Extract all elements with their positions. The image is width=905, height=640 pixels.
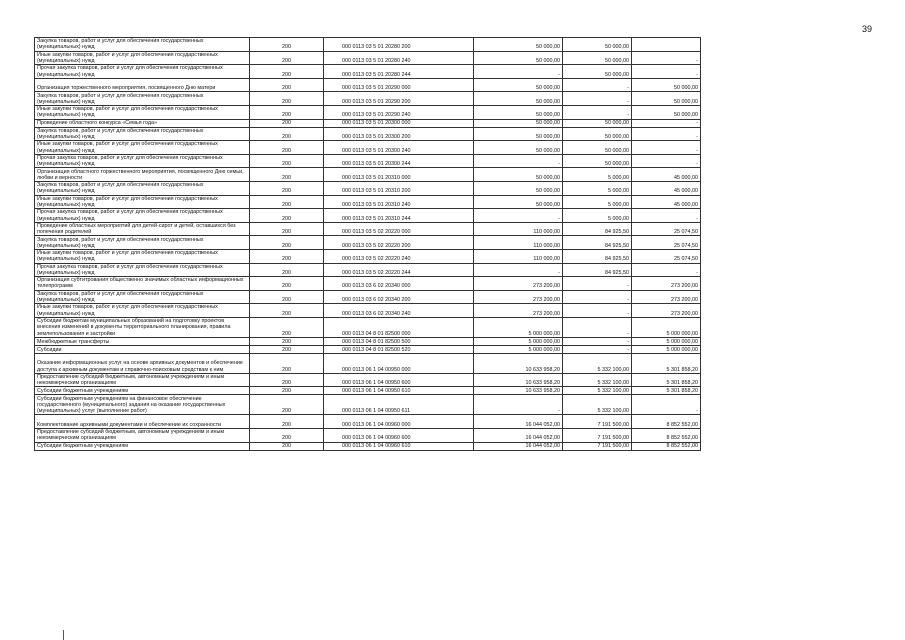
row-value-2: 5 332 100,00 bbox=[563, 395, 632, 415]
table-row bbox=[35, 181, 701, 195]
row-value-1: 110 000,00 bbox=[474, 249, 563, 263]
row-value-1: 273 200,00 bbox=[474, 277, 563, 291]
row-value-2: 5 332 100,00 bbox=[563, 353, 632, 373]
row-value-1: - bbox=[474, 154, 563, 168]
budget-table-body bbox=[35, 38, 701, 451]
row-code: 200 bbox=[250, 236, 324, 250]
row-value-1: 50 000,00 bbox=[474, 141, 563, 155]
row-value-3: 5 000 000,00 bbox=[632, 317, 701, 337]
row-name: Иные закупки товаров, работ и услуг для обеспечения государственных (муниципальных) нужд bbox=[35, 195, 250, 209]
table-row bbox=[35, 249, 701, 263]
row-code: 200 bbox=[250, 141, 324, 155]
row-code: 200 bbox=[250, 195, 324, 209]
row-name: Субсидии бюджетным учреждениям на финансовое обеспечение государственного (муниципального) задания на оказание государственных (муниципальных) услуг (выполнение работ) bbox=[35, 395, 250, 415]
row-value-1: 5 000 000,00 bbox=[474, 317, 563, 337]
row-value-2: 50 000,00 bbox=[563, 154, 632, 168]
row-value-1: - bbox=[474, 263, 563, 277]
row-value-2: 50 000,00 bbox=[563, 65, 632, 79]
row-code: 200 bbox=[250, 277, 324, 291]
table-row bbox=[35, 317, 701, 337]
table-row bbox=[35, 38, 701, 52]
row-name: Закупка товаров, работ и услуг для обеспечения государственных (муниципальных) нужд bbox=[35, 127, 250, 141]
row-value-1: 5 000 000,00 bbox=[474, 345, 563, 353]
table-row bbox=[35, 195, 701, 209]
row-value-3: 273 200,00 bbox=[632, 304, 701, 318]
row-code: 200 bbox=[250, 249, 324, 263]
row-name: Закупка товаров, работ и услуг для обеспечения государственных (муниципальных) нужд bbox=[35, 181, 250, 195]
row-value-2: - bbox=[563, 345, 632, 353]
table-row bbox=[35, 127, 701, 141]
row-code: 200 bbox=[250, 119, 324, 127]
row-name: Закупка товаров, работ и услуг для обеспечения государственных (муниципальных) нужд bbox=[35, 38, 250, 52]
row-name: Иные закупки товаров, работ и услуг для обеспечения государственных (муниципальных) нужд bbox=[35, 141, 250, 155]
row-value-3: - bbox=[632, 395, 701, 415]
row-name: Прочая закупка товаров, работ и услуг для обеспечения государственных (муниципальных) нужд bbox=[35, 263, 250, 277]
row-code: 200 bbox=[250, 65, 324, 79]
table-row bbox=[35, 209, 701, 223]
row-name: Закупка товаров, работ и услуг для обеспечения государственных (муниципальных) нужд bbox=[35, 236, 250, 250]
row-code: 200 bbox=[250, 38, 324, 52]
row-value-3: 25 074,50 bbox=[632, 236, 701, 250]
row-value-2: 7 191 500,00 bbox=[563, 429, 632, 443]
row-value-1: 50 000,00 bbox=[474, 195, 563, 209]
row-name: Субсидии bbox=[35, 345, 250, 353]
row-code: 200 bbox=[250, 168, 324, 182]
row-value-1: 16 044 052,00 bbox=[474, 442, 563, 450]
row-value-1: 50 000,00 bbox=[474, 181, 563, 195]
row-kbk-code: 000 0113 03 5 02 20220 000 bbox=[324, 222, 474, 236]
table-row bbox=[35, 442, 701, 450]
row-value-3: 45 000,00 bbox=[632, 195, 701, 209]
row-value-2: 5 000,00 bbox=[563, 181, 632, 195]
row-code: 200 bbox=[250, 337, 324, 345]
table-row bbox=[35, 304, 701, 318]
table-row bbox=[35, 92, 701, 106]
table-row bbox=[35, 345, 701, 353]
row-value-3: 8 852 552,00 bbox=[632, 429, 701, 443]
scan-mark bbox=[63, 630, 64, 640]
row-value-2: - bbox=[563, 105, 632, 119]
table-row bbox=[35, 222, 701, 236]
row-kbk-code: 000 0113 03 5 01 20300 000 bbox=[324, 119, 474, 127]
row-name: Субсидии бюджетным учреждениям bbox=[35, 442, 250, 450]
row-kbk-code: 000 0113 06 1 04 00960 000 bbox=[324, 415, 474, 429]
row-name: Закупка товаров, работ и услуг для обеспечения государственных (муниципальных) нужд bbox=[35, 290, 250, 304]
row-value-3: 25 074,50 bbox=[632, 249, 701, 263]
row-code: 200 bbox=[250, 317, 324, 337]
row-value-3: 5 000 000,00 bbox=[632, 345, 701, 353]
row-value-2: 5 332 100,00 bbox=[563, 387, 632, 395]
row-name: Прочая закупка товаров, работ и услуг для обеспечения государственных (муниципальных) нужд bbox=[35, 209, 250, 223]
row-value-1: 16 044 052,00 bbox=[474, 415, 563, 429]
row-name: Межбюджетные трансферты bbox=[35, 337, 250, 345]
row-code: 200 bbox=[250, 127, 324, 141]
row-value-3: - bbox=[632, 209, 701, 223]
row-code: 200 bbox=[250, 442, 324, 450]
table-row bbox=[35, 65, 701, 79]
table-row bbox=[35, 119, 701, 127]
row-value-2: - bbox=[563, 337, 632, 345]
row-value-3: 50 000,00 bbox=[632, 105, 701, 119]
row-value-3: 273 200,00 bbox=[632, 290, 701, 304]
row-code: 200 bbox=[250, 51, 324, 65]
row-code: 200 bbox=[250, 92, 324, 106]
row-value-3: 5 301 858,20 bbox=[632, 353, 701, 373]
table-row bbox=[35, 373, 701, 387]
row-value-3: - bbox=[632, 154, 701, 168]
row-value-2: - bbox=[563, 290, 632, 304]
row-value-3: 8 852 552,00 bbox=[632, 415, 701, 429]
row-value-1: 110 000,00 bbox=[474, 236, 563, 250]
row-name: Прочая закупка товаров, работ и услуг для обеспечения государственных (муниципальных) нужд bbox=[35, 154, 250, 168]
row-value-2: 50 000,00 bbox=[563, 119, 632, 127]
row-name: Проведение областного конкурса «Семья года» bbox=[35, 119, 250, 127]
row-value-1: 10 633 958,20 bbox=[474, 387, 563, 395]
row-code: 200 bbox=[250, 263, 324, 277]
row-value-1: 50 000,00 bbox=[474, 78, 563, 92]
row-value-1: 50 000,00 bbox=[474, 105, 563, 119]
row-code: 200 bbox=[250, 429, 324, 443]
row-value-3: 50 000,00 bbox=[632, 78, 701, 92]
row-kbk-code: 000 0113 03 5 01 20280 200 bbox=[324, 38, 474, 52]
row-value-3: 5 301 858,20 bbox=[632, 373, 701, 387]
row-value-1: 50 000,00 bbox=[474, 92, 563, 106]
row-kbk-code: 000 0113 03 5 01 20300 200 bbox=[324, 127, 474, 141]
row-code: 200 bbox=[250, 304, 324, 318]
row-kbk-code: 000 0113 06 1 04 00950 600 bbox=[324, 373, 474, 387]
row-value-2: 84 925,50 bbox=[563, 236, 632, 250]
row-value-1: - bbox=[474, 65, 563, 79]
row-name: Иные закупки товаров, работ и услуг для обеспечения государственных (муниципальных) нужд bbox=[35, 249, 250, 263]
row-value-2: 5 000,00 bbox=[563, 168, 632, 182]
row-code: 200 bbox=[250, 387, 324, 395]
row-kbk-code: 000 0113 06 1 04 00950 611 bbox=[324, 395, 474, 415]
row-kbk-code: 000 0113 03 5 01 20300 240 bbox=[324, 141, 474, 155]
row-value-3: - bbox=[632, 51, 701, 65]
row-value-2: 5 000,00 bbox=[563, 195, 632, 209]
row-name: Иные закупки товаров, работ и услуг для обеспечения государственных (муниципальных) нужд bbox=[35, 105, 250, 119]
row-value-3: 5 000 000,00 bbox=[632, 337, 701, 345]
row-kbk-code: 000 0113 03 5 01 20310 240 bbox=[324, 195, 474, 209]
row-code: 200 bbox=[250, 181, 324, 195]
row-name: Прочая закупка товаров, работ и услуг для обеспечения государственных (муниципальных) нужд bbox=[35, 65, 250, 79]
row-value-3: 25 074,50 bbox=[632, 222, 701, 236]
row-value-3: - bbox=[632, 127, 701, 141]
row-code: 200 bbox=[250, 345, 324, 353]
row-value-1: 50 000,00 bbox=[474, 51, 563, 65]
table-row bbox=[35, 415, 701, 429]
row-code: 200 bbox=[250, 415, 324, 429]
row-code: 200 bbox=[250, 78, 324, 92]
table-row bbox=[35, 277, 701, 291]
row-value-1: 273 200,00 bbox=[474, 304, 563, 318]
table-row bbox=[35, 387, 701, 395]
row-code: 200 bbox=[250, 154, 324, 168]
row-value-1: 10 633 958,20 bbox=[474, 373, 563, 387]
row-code: 200 bbox=[250, 222, 324, 236]
row-value-2: 5 332 100,00 bbox=[563, 373, 632, 387]
row-name: Организация торжественного мероприятия, посвященного Дню матери bbox=[35, 78, 250, 92]
row-value-1: 10 633 958,20 bbox=[474, 353, 563, 373]
row-name: Оказание информационных услуг на основе архивных документов и обеспечение доступа к архивным документам и справочно-поисковым средствам к ним bbox=[35, 353, 250, 373]
row-kbk-code: 000 0113 06 1 04 00960 600 bbox=[324, 429, 474, 443]
table-row bbox=[35, 337, 701, 345]
row-kbk-code: 000 0113 03 6 02 20340 000 bbox=[324, 277, 474, 291]
row-value-2: - bbox=[563, 277, 632, 291]
row-value-3: - bbox=[632, 263, 701, 277]
budget-table bbox=[34, 37, 701, 451]
page-number: 39 bbox=[862, 24, 873, 34]
table-row bbox=[35, 236, 701, 250]
row-name: Субсидии бюджетам муниципальных образований на подготовку проектов внесения изменений в документы территориального планирования, правила землепользования и застройки bbox=[35, 317, 250, 337]
table-row bbox=[35, 105, 701, 119]
row-name: Организация субтитрования общественно значимых областных информационных телепрограмм bbox=[35, 277, 250, 291]
row-kbk-code: 000 0113 03 5 01 20310 244 bbox=[324, 209, 474, 223]
row-code: 200 bbox=[250, 395, 324, 415]
row-value-2: - bbox=[563, 92, 632, 106]
table-row bbox=[35, 78, 701, 92]
row-value-3: 273 200,00 bbox=[632, 277, 701, 291]
row-kbk-code: 000 0113 03 6 02 20340 240 bbox=[324, 304, 474, 318]
row-kbk-code: 000 0113 03 5 01 20290 000 bbox=[324, 78, 474, 92]
table-row bbox=[35, 263, 701, 277]
table-row bbox=[35, 141, 701, 155]
row-kbk-code: 000 0113 03 5 01 20290 200 bbox=[324, 92, 474, 106]
row-name: Предоставление субсидий бюджетным, автономным учреждениям и иным некоммерческим организациям bbox=[35, 429, 250, 443]
table-row bbox=[35, 290, 701, 304]
row-value-3: - bbox=[632, 141, 701, 155]
row-value-2: 50 000,00 bbox=[563, 51, 632, 65]
row-value-1: - bbox=[474, 209, 563, 223]
row-value-3: - bbox=[632, 119, 701, 127]
row-code: 200 bbox=[250, 353, 324, 373]
row-value-2: - bbox=[563, 304, 632, 318]
row-kbk-code: 000 0113 04 8 01 82500 500 bbox=[324, 337, 474, 345]
row-value-2: - bbox=[563, 317, 632, 337]
row-value-2: 7 191 500,00 bbox=[563, 415, 632, 429]
row-kbk-code: 000 0113 03 5 01 20280 244 bbox=[324, 65, 474, 79]
row-kbk-code: 000 0113 03 5 01 20300 244 bbox=[324, 154, 474, 168]
row-value-1: 273 200,00 bbox=[474, 290, 563, 304]
row-value-2: 84 925,50 bbox=[563, 249, 632, 263]
row-name: Проведение областных мероприятий для детей-сирот и детей, оставшихся без попечения родителей bbox=[35, 222, 250, 236]
row-name: Иные закупки товаров, работ и услуг для обеспечения государственных (муниципальных) нужд bbox=[35, 304, 250, 318]
row-value-3 bbox=[632, 38, 701, 52]
row-kbk-code: 000 0113 03 5 01 20290 240 bbox=[324, 105, 474, 119]
row-value-1: - bbox=[474, 395, 563, 415]
row-value-1: 110 000,00 bbox=[474, 222, 563, 236]
table-row bbox=[35, 51, 701, 65]
row-value-1: 50 000,00 bbox=[474, 119, 563, 127]
row-kbk-code: 000 0113 04 8 01 82500 520 bbox=[324, 345, 474, 353]
row-value-2: 50 000,00 bbox=[563, 141, 632, 155]
row-kbk-code: 000 0113 03 5 02 20220 240 bbox=[324, 249, 474, 263]
table-row bbox=[35, 395, 701, 415]
row-name: Предоставление субсидий бюджетным, автономным учреждениям и иным некоммерческим организациям bbox=[35, 373, 250, 387]
row-value-3: 50 000,00 bbox=[632, 92, 701, 106]
row-code: 200 bbox=[250, 290, 324, 304]
row-value-2: - bbox=[563, 78, 632, 92]
row-value-1: 16 044 052,00 bbox=[474, 429, 563, 443]
row-code: 200 bbox=[250, 209, 324, 223]
row-value-3: 5 301 858,20 bbox=[632, 387, 701, 395]
table-row bbox=[35, 154, 701, 168]
row-value-1: 50 000,00 bbox=[474, 38, 563, 52]
table-row bbox=[35, 353, 701, 373]
row-value-2: 7 191 500,00 bbox=[563, 442, 632, 450]
row-value-1: 50 000,00 bbox=[474, 127, 563, 141]
row-value-3: 45 000,00 bbox=[632, 181, 701, 195]
row-value-1: 50 000,00 bbox=[474, 168, 563, 182]
row-kbk-code: 000 0113 03 5 01 20280 240 bbox=[324, 51, 474, 65]
row-name: Иные закупки товаров, работ и услуг для обеспечения государственных (муниципальных) нужд bbox=[35, 51, 250, 65]
row-kbk-code: 000 0113 03 5 02 20220 244 bbox=[324, 263, 474, 277]
row-name: Комплектование архивными документами и обеспечение их сохранности bbox=[35, 415, 250, 429]
row-value-2: 84 925,50 bbox=[563, 222, 632, 236]
row-kbk-code: 000 0113 06 1 04 00950 610 bbox=[324, 387, 474, 395]
row-kbk-code: 000 0113 03 5 01 20310 000 bbox=[324, 168, 474, 182]
row-value-2: 84 925,50 bbox=[563, 263, 632, 277]
row-value-3: - bbox=[632, 65, 701, 79]
row-kbk-code: 000 0113 03 5 01 20310 200 bbox=[324, 181, 474, 195]
row-code: 200 bbox=[250, 373, 324, 387]
row-value-3: 8 852 552,00 bbox=[632, 442, 701, 450]
row-kbk-code: 000 0113 03 6 02 20340 200 bbox=[324, 290, 474, 304]
row-kbk-code: 000 0113 03 5 02 20220 200 bbox=[324, 236, 474, 250]
row-kbk-code: 000 0113 04 8 01 82500 000 bbox=[324, 317, 474, 337]
row-kbk-code: 000 0113 06 1 04 00950 000 bbox=[324, 353, 474, 373]
table-row bbox=[35, 429, 701, 443]
row-name: Организация областного торжественного мероприятия, посвященного Дню семьи, любви и верности bbox=[35, 168, 250, 182]
table-row bbox=[35, 168, 701, 182]
row-value-1: 5 000 000,00 bbox=[474, 337, 563, 345]
row-name: Субсидии бюджетным учреждениям bbox=[35, 387, 250, 395]
row-value-2: 5 000,00 bbox=[563, 209, 632, 223]
row-value-2: 50 000,00 bbox=[563, 38, 632, 52]
row-value-2: 50 000,00 bbox=[563, 127, 632, 141]
row-code: 200 bbox=[250, 105, 324, 119]
row-name: Закупка товаров, работ и услуг для обеспечения государственных (муниципальных) нужд bbox=[35, 92, 250, 106]
row-kbk-code: 000 0113 06 1 04 00960 610 bbox=[324, 442, 474, 450]
row-value-3: 45 000,00 bbox=[632, 168, 701, 182]
